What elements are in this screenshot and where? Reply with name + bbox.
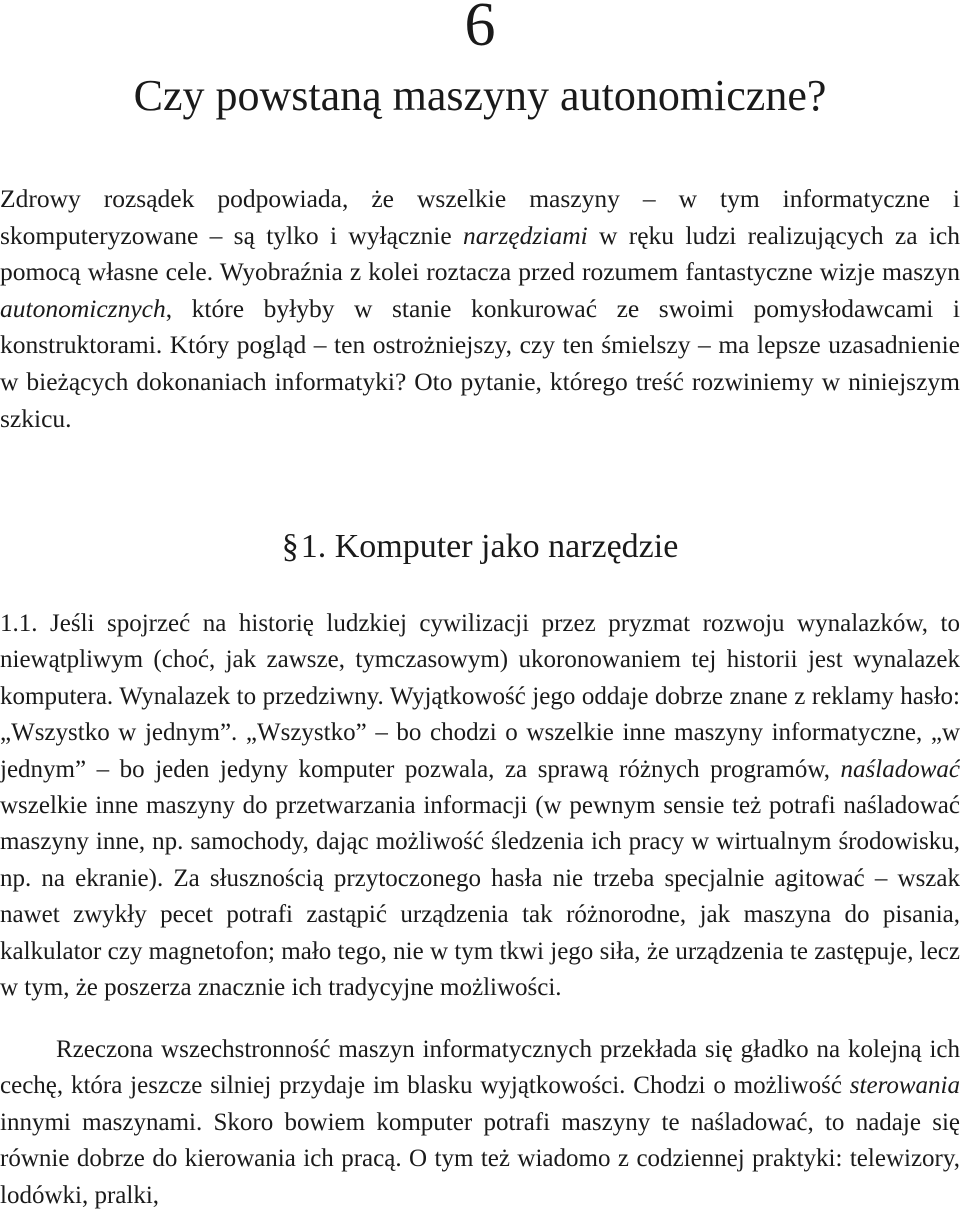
paragraph-2 — [0, 1032, 960, 1214]
intro-emphasis-autonomicznych: autonomicznych — [0, 293, 166, 323]
intro-emphasis-narzedziami: narzędziami — [463, 220, 588, 250]
intro-text-3: , które byłyby w stanie konkurować ze swoimi pomysłodawcami i konstruktorami. Który pogląd – ten ostrożniejszy, czy ten śmielszy – ma lepsze uzasadnienie w bieżących dokonaniach informatyki? Oto pytanie, którego treść rozwiniemy w niniejszym szkicu. — [0, 293, 960, 433]
chapter-number: 6 — [464, 0, 496, 59]
intro-text-2: w ręku ludzi realizujących za ich pomocą własne cele. Wyobraźnia z kolei roztacza przed rozumem fantastyczne wizje maszyn — [0, 220, 960, 287]
section-mark: § — [281, 528, 299, 565]
section-heading — [0, 527, 960, 568]
paragraph-1-emphasis-nasladowac: naśladować — [840, 755, 960, 783]
intro-text-1: Zdrowy rozsądek podpowiada, że wszelkie maszyny – w tym informatyczne i skomputeryzowane – są tylko i wyłącznie — [0, 184, 960, 250]
paragraph-1-1 — [0, 606, 960, 1006]
paragraph-2-emphasis-sterowania: sterowania — [849, 1072, 960, 1100]
paragraph-2-text-1: Rzeczona wszechstronność maszyn informatycznych przekłada się gładko na kolejną ich cechę, która jeszcze silniej przydaje im blasku wyjątkowości. Chodzi o możliwość — [0, 1036, 960, 1100]
paragraph-2-text-2: innymi maszynami. Skoro bowiem komputer potrafi maszyny te naśladować, to nadaje się równie dobrze do kierowania ich pracą. O tym też wiadomo z codziennej praktyki: telewizory, lodówki, pralki, — [0, 1108, 960, 1209]
paragraph-1-text-2: wszelkie inne maszyny do przetwarzania informacji (w pewnym sensie też potrafi naśladować maszyny inne, np. samochody, dając możliwość śledzenia ich pracy w wirtualnym środowisku, np. na ekranie). Za słusznością przytoczonego hasła nie trzeba specjalnie agitować – wszak nawet zwykły pecet potrafi zastąpić urządzenia tak różnorodne, jak maszyna do pisania, kalkulator czy magnetofon; mało tego, nie w tym tkwi jego siła, że urządzenia te zastępuje, lecz w tym, że poszerza znacznie ich tradycyjne możliwości. — [0, 792, 960, 1002]
intro-paragraph — [0, 181, 960, 437]
chapter-title: Czy powstaną maszyny autonomiczne? — [133, 71, 827, 120]
section-title: 1. Komputer jako narzędzie — [300, 528, 679, 565]
paragraph-1-text-1: 1.1. Jeśli spojrzeć na historię ludzkiej cywilizacji przez pryzmat rozwoju wynalazków, to niewątpliwym (choć, jak zawsze, tymczasowym) ukoronowaniem tej historii jest wynalazek komputera. Wynalazek to przedziwny. Wyjątkowość jego oddaje dobrze znane z reklamy hasło: „Wszystko w jednym”. „Wszystko” – bo chodzi o wszelkie inne maszyny informatyczne, „w jednym” – bo jeden jedyny komputer pozwala, za sprawą różnych programów, — [0, 610, 960, 783]
